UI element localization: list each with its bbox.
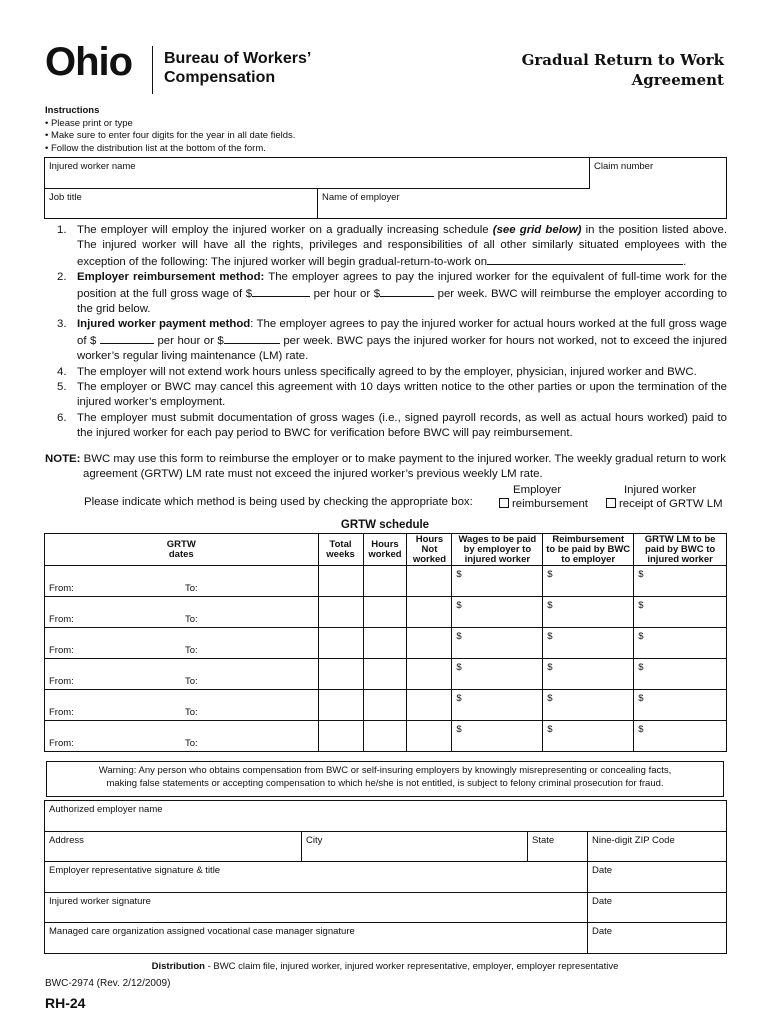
header-text: worked bbox=[368, 548, 402, 560]
to-label: To: bbox=[185, 676, 198, 687]
hours-worked-cell[interactable] bbox=[363, 721, 407, 752]
term-text: The employer agrees to pay the injured worker for the equivalent of full-time work for the position at the full gross wage of $ bbox=[77, 271, 727, 300]
hours-worked-cell[interactable] bbox=[363, 566, 407, 597]
header-text: dates bbox=[168, 548, 194, 560]
date-label: Date bbox=[592, 926, 613, 937]
header-text: worked bbox=[412, 553, 447, 565]
header-text: Reimbursement bbox=[552, 533, 625, 545]
agency-name-line1: Bureau of Workers’ bbox=[164, 50, 312, 67]
term-text: per week. BWC pays the injured worker for hours not worked, not to exceed the injured worker’s regular living maintenance (LM) rate. bbox=[77, 334, 727, 363]
agency-name-line2: Compensation bbox=[164, 69, 276, 86]
term-4 bbox=[45, 365, 727, 380]
term-emphasis: (see grid below) bbox=[492, 224, 582, 236]
injured-worker-name-field[interactable] bbox=[45, 158, 590, 189]
hours-not-worked-cell[interactable] bbox=[407, 659, 452, 690]
term-text: The employer will employ the injured worker on a gradually increasing schedule bbox=[77, 224, 493, 236]
header-text: weeks bbox=[326, 548, 355, 560]
dollar-sign: $ bbox=[638, 662, 644, 673]
state-field[interactable] bbox=[528, 832, 588, 862]
weekly-wage-blank[interactable] bbox=[224, 333, 280, 344]
header-text: by employer to bbox=[463, 543, 532, 555]
col-reimbursement-by-bwc bbox=[543, 534, 634, 566]
form-title-line2: Agreement bbox=[631, 71, 724, 89]
dates-cell[interactable] bbox=[45, 628, 319, 659]
form-title-line1: Gradual Return to Work bbox=[521, 51, 724, 69]
dollar-sign: $ bbox=[456, 600, 462, 611]
lm-cell[interactable] bbox=[634, 566, 727, 597]
employer-signature-box bbox=[44, 800, 727, 954]
header-text: to be paid by BWC bbox=[546, 543, 631, 555]
city-label: City bbox=[306, 835, 323, 846]
hours-worked-cell[interactable] bbox=[363, 628, 407, 659]
reimbursement-cell[interactable] bbox=[543, 597, 634, 628]
dollar-sign: $ bbox=[456, 693, 462, 704]
dollar-sign: $ bbox=[547, 569, 553, 580]
term-number: 2. bbox=[57, 271, 67, 284]
method-instruction: Please indicate which method is being used by checking the appropriate box: bbox=[84, 496, 473, 508]
employer-reimbursement-checkbox[interactable] bbox=[499, 498, 509, 508]
term-heading: Injured worker payment method bbox=[77, 318, 251, 331]
dates-cell[interactable] bbox=[45, 690, 319, 721]
from-label: From: bbox=[49, 676, 74, 687]
to-label: To: bbox=[185, 583, 198, 594]
address-label: Address bbox=[49, 835, 84, 846]
dates-cell[interactable] bbox=[45, 597, 319, 628]
employer-reimbursement-option[interactable] bbox=[499, 483, 588, 511]
injured-worker-signature-field[interactable] bbox=[45, 893, 588, 923]
from-label: From: bbox=[49, 614, 74, 625]
table-row bbox=[45, 597, 727, 628]
distribution-label: Distribution bbox=[151, 961, 205, 972]
dollar-sign: $ bbox=[456, 724, 462, 735]
injured-worker-date-field[interactable] bbox=[588, 893, 726, 923]
col-grtw-lm-by-bwc bbox=[634, 534, 727, 566]
worker-info-box bbox=[44, 157, 727, 219]
header-text: Hours bbox=[415, 533, 444, 545]
weekly-wage-blank[interactable] bbox=[380, 286, 434, 297]
hours-worked-cell[interactable] bbox=[363, 690, 407, 721]
note bbox=[45, 452, 727, 483]
option-label-line2: receipt of GRTW LM bbox=[619, 498, 723, 510]
dollar-sign: $ bbox=[547, 631, 553, 642]
instruction-item: • Follow the distribution list at the bottom of the form. bbox=[45, 142, 266, 154]
hours-not-worked-cell[interactable] bbox=[407, 566, 452, 597]
warning-line2: making false statements or accepting compensation to which he/she is not entitled, is subject to felony criminal prosecution for fraud. bbox=[106, 777, 664, 789]
reimbursement-cell[interactable] bbox=[543, 566, 634, 597]
term-2 bbox=[45, 270, 727, 317]
dates-cell[interactable] bbox=[45, 566, 319, 597]
authorized-employer-name-label: Authorized employer name bbox=[49, 804, 163, 815]
dollar-sign: $ bbox=[456, 569, 462, 580]
dollar-sign: $ bbox=[638, 600, 644, 611]
lm-cell[interactable] bbox=[634, 628, 727, 659]
job-title-label: Job title bbox=[49, 192, 82, 203]
total-weeks-cell[interactable] bbox=[318, 690, 363, 721]
address-field[interactable] bbox=[45, 832, 302, 862]
note-label: NOTE: bbox=[45, 453, 81, 465]
from-label: From: bbox=[49, 707, 74, 718]
term-number: 3. bbox=[57, 318, 67, 331]
zip-label: Nine-digit ZIP Code bbox=[592, 835, 675, 846]
wages-cell[interactable] bbox=[452, 721, 543, 752]
employer-rep-signature-field[interactable] bbox=[45, 862, 588, 893]
term-3 bbox=[45, 317, 727, 364]
term-number: 6. bbox=[57, 411, 67, 424]
authorized-employer-name-field[interactable] bbox=[45, 801, 726, 832]
rh-code: RH-24 bbox=[45, 995, 86, 1011]
form-number: BWC-2974 (Rev. 2/12/2009) bbox=[45, 978, 171, 989]
term-heading: Employer reimbursement method: bbox=[77, 271, 265, 284]
injured-worker-name-label: Injured worker name bbox=[49, 161, 136, 172]
mco-date-field[interactable] bbox=[588, 923, 726, 953]
dollar-sign: $ bbox=[638, 631, 644, 642]
dates-cell[interactable] bbox=[45, 659, 319, 690]
reimbursement-cell[interactable] bbox=[543, 721, 634, 752]
dollar-sign: $ bbox=[547, 724, 553, 735]
dollar-sign: $ bbox=[638, 693, 644, 704]
ohio-logo: Ohio bbox=[45, 40, 133, 84]
term-text: per hour or $ bbox=[153, 334, 224, 347]
note-text: BWC may use this form to reimburse the employer or to make payment to the injured worker. The weekly gradual return to work agreement (GRTW) LM rate must not exceed the injured worker’s previous weekly LM rate. bbox=[80, 453, 726, 481]
hours-not-worked-cell[interactable] bbox=[407, 690, 452, 721]
col-grtw-dates bbox=[45, 534, 319, 566]
option-label-line2: reimbursement bbox=[512, 498, 588, 510]
hours-worked-cell[interactable] bbox=[363, 597, 407, 628]
col-wages-by-employer bbox=[452, 534, 543, 566]
to-label: To: bbox=[185, 614, 198, 625]
claim-number-field[interactable] bbox=[590, 158, 726, 189]
injured-worker-option[interactable] bbox=[606, 483, 723, 511]
hours-not-worked-cell[interactable] bbox=[407, 721, 452, 752]
from-label: From: bbox=[49, 645, 74, 656]
lm-cell[interactable] bbox=[634, 597, 727, 628]
dollar-sign: $ bbox=[547, 662, 553, 673]
state-label: State bbox=[532, 835, 555, 846]
dates-cell[interactable] bbox=[45, 721, 319, 752]
dollar-sign: $ bbox=[638, 724, 644, 735]
injured-worker-signature-label: Injured worker signature bbox=[49, 896, 151, 907]
header-text: Wages to be paid bbox=[458, 533, 537, 545]
table-row bbox=[45, 566, 727, 597]
to-label: To: bbox=[185, 738, 198, 749]
agency-name bbox=[164, 49, 311, 87]
dollar-sign: $ bbox=[547, 693, 553, 704]
term-text: per hour or $ bbox=[310, 287, 381, 300]
job-title-field[interactable] bbox=[45, 189, 318, 218]
term-number: 1. bbox=[57, 224, 67, 236]
col-hours-worked bbox=[363, 534, 407, 566]
header-text: to employer bbox=[561, 553, 616, 565]
term-text: in the position listed above. The injured worker will have all the rights, privileges and responsibilities of all other similarly situated employees with the exception of the following: The injured worker will begin gradual-return-to-work on bbox=[77, 224, 727, 268]
term-number: 5. bbox=[57, 381, 67, 394]
term-6 bbox=[45, 411, 727, 442]
lm-cell[interactable] bbox=[634, 659, 727, 690]
reimbursement-cell[interactable] bbox=[543, 690, 634, 721]
header-text: paid by BWC to bbox=[644, 543, 716, 555]
table-row bbox=[45, 628, 727, 659]
total-weeks-cell[interactable] bbox=[318, 721, 363, 752]
option-label-line1: Employer bbox=[513, 484, 562, 496]
form-title bbox=[522, 50, 724, 90]
hours-not-worked-cell[interactable] bbox=[407, 628, 452, 659]
dollar-sign: $ bbox=[456, 662, 462, 673]
name-of-employer-field[interactable] bbox=[318, 189, 590, 218]
start-date-blank[interactable] bbox=[487, 254, 683, 265]
wages-cell[interactable] bbox=[452, 597, 543, 628]
zip-field[interactable] bbox=[588, 832, 726, 862]
term-5 bbox=[45, 380, 727, 411]
term-text: . bbox=[683, 255, 687, 268]
total-weeks-cell[interactable] bbox=[318, 566, 363, 597]
wages-cell[interactable] bbox=[452, 566, 543, 597]
dollar-sign: $ bbox=[638, 569, 644, 580]
reimbursement-cell[interactable] bbox=[543, 659, 634, 690]
term-text: The employer or BWC may cancel this agreement with 10 days written notice to the other parties or upon the termination of the injured worker’s employment. bbox=[77, 381, 727, 409]
dollar-sign: $ bbox=[547, 600, 553, 611]
name-of-employer-label: Name of employer bbox=[322, 192, 400, 203]
instruction-item: • Please print or type bbox=[45, 117, 133, 129]
term-number: 4. bbox=[57, 365, 67, 378]
header-text: GRTW LM to be bbox=[644, 533, 716, 545]
hours-worked-cell[interactable] bbox=[363, 659, 407, 690]
hourly-wage-blank[interactable] bbox=[252, 286, 310, 297]
date-label: Date bbox=[592, 896, 613, 907]
col-hours-not-worked bbox=[407, 534, 452, 566]
hours-not-worked-cell[interactable] bbox=[407, 597, 452, 628]
warning-line1: Warning: Any person who obtains compensation from BWC or self-insuring employers by knowingly misrepresenting or concealing facts, bbox=[98, 765, 672, 776]
distribution-list bbox=[0, 961, 770, 972]
wages-cell[interactable] bbox=[452, 690, 543, 721]
employer-rep-date-field[interactable] bbox=[588, 862, 726, 893]
term-text: per week. BWC will reimburse the employer according to the grid below. bbox=[77, 287, 727, 316]
col-total-weeks bbox=[318, 534, 363, 566]
total-weeks-cell[interactable] bbox=[318, 659, 363, 690]
wages-cell[interactable] bbox=[452, 628, 543, 659]
header-text: Total bbox=[329, 538, 352, 550]
to-label: To: bbox=[185, 707, 198, 718]
header-text: injured worker bbox=[647, 553, 713, 565]
header-text: Not bbox=[421, 543, 438, 555]
term-1 bbox=[45, 223, 727, 270]
claim-number-label: Claim number bbox=[594, 161, 654, 172]
grtw-schedule-title: GRTW schedule bbox=[340, 519, 430, 531]
header-text: GRTW bbox=[166, 538, 196, 550]
total-weeks-cell[interactable] bbox=[318, 628, 363, 659]
fraud-warning bbox=[46, 761, 724, 797]
city-field[interactable] bbox=[302, 832, 528, 862]
injured-worker-checkbox[interactable] bbox=[606, 498, 616, 508]
from-label: From: bbox=[49, 738, 74, 749]
to-label: To: bbox=[185, 645, 198, 656]
grtw-table-body bbox=[45, 566, 727, 752]
hourly-wage-blank[interactable] bbox=[100, 333, 154, 344]
date-label: Date bbox=[592, 865, 613, 876]
dollar-sign: $ bbox=[456, 631, 462, 642]
header-text: injured worker bbox=[464, 553, 531, 565]
lm-cell[interactable] bbox=[634, 690, 727, 721]
total-weeks-cell[interactable] bbox=[318, 597, 363, 628]
term-text: The employer must submit documentation of gross wages (i.e., signed payroll records, as well as actual hours worked) paid to the injured worker for each pay period to BWC for verification before BWC will pay reimbursement. bbox=[77, 411, 727, 440]
instruction-item: • Make sure to enter four digits for the year in all date fields. bbox=[45, 130, 296, 141]
from-label: From: bbox=[49, 583, 74, 594]
instructions bbox=[45, 105, 295, 155]
header-text: Hours bbox=[371, 538, 399, 550]
table-header-row bbox=[45, 534, 727, 566]
instructions-heading: Instructions bbox=[45, 105, 100, 116]
distribution-text: - BWC claim file, injured worker, injured worker representative, employer, employer representative bbox=[204, 961, 619, 972]
lm-cell[interactable] bbox=[634, 721, 727, 752]
table-row bbox=[45, 690, 727, 721]
term-text: : The employer agrees to pay the injured worker for actual hours worked at the full gross wage of $ bbox=[77, 318, 728, 347]
term-text: The employer will not extend work hours unless specifically agreed to by the employer, physician, injured worker and BWC. bbox=[77, 365, 697, 378]
logo-divider bbox=[152, 46, 153, 94]
mco-signature-label: Managed care organization assigned vocational case manager signature bbox=[49, 926, 355, 937]
mco-signature-field[interactable] bbox=[45, 923, 588, 953]
method-selection bbox=[84, 483, 727, 513]
reimbursement-cell[interactable] bbox=[543, 628, 634, 659]
table-row bbox=[45, 659, 727, 690]
agreement-terms bbox=[45, 223, 727, 442]
wages-cell[interactable] bbox=[452, 659, 543, 690]
table-row bbox=[45, 721, 727, 752]
employer-rep-signature-label: Employer representative signature & title bbox=[49, 865, 221, 876]
grtw-schedule-table bbox=[44, 533, 727, 752]
option-label-line1: Injured worker bbox=[624, 484, 697, 496]
